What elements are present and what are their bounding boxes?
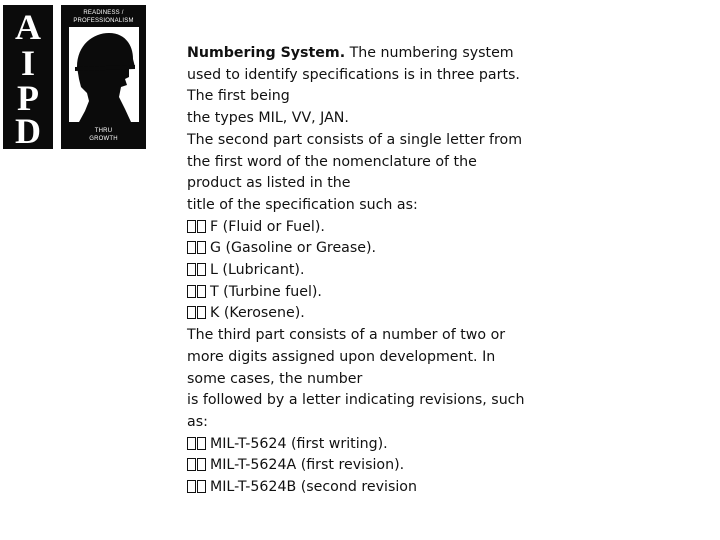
logo-badge	[61, 5, 146, 149]
text-line: used to identify specifications is in three parts.	[187, 66, 520, 83]
spec-code: MIL-T-5624B	[210, 479, 297, 496]
badge-bottom-line-2: GROWTH	[89, 136, 118, 142]
list-item	[187, 282, 547, 304]
badge-bottom-text	[61, 127, 146, 143]
intro-text: The numbering system	[345, 45, 514, 61]
list-item	[187, 303, 547, 325]
missing-glyph-icon	[187, 284, 207, 300]
spec-note: (first revision).	[296, 457, 405, 474]
list-item-letter: F	[210, 218, 219, 235]
spec-code: MIL-T-5624	[210, 435, 287, 452]
list-item-text: (Gasoline or Grease).	[221, 240, 377, 257]
missing-glyph-icon	[187, 219, 207, 235]
badge-top-text: READINESS / PROFESSIONALISM	[73, 10, 134, 24]
text-line: is followed by a letter indicating revisions, such	[187, 392, 525, 409]
list-item-letter: K	[210, 305, 220, 322]
list-item-letter: L	[210, 262, 218, 279]
missing-glyph-icon	[187, 479, 207, 495]
list-item-text: (Turbine fuel).	[218, 283, 322, 300]
logo-letter-i: I	[20, 43, 35, 83]
list-item-text: (Fluid or Fuel).	[218, 218, 325, 235]
logo-letter-a: A	[15, 7, 41, 47]
example-item	[187, 455, 547, 477]
example-item	[187, 434, 547, 456]
spec-note: (second revision	[296, 479, 417, 496]
list-item	[187, 260, 547, 282]
list-item	[187, 238, 547, 260]
list-item-letter: T	[210, 283, 219, 300]
list-item-letter: G	[210, 240, 221, 257]
missing-glyph-icon	[187, 240, 207, 256]
text-line: The first being	[187, 88, 290, 105]
document-body	[187, 43, 547, 499]
example-item	[187, 477, 547, 499]
text-line: title of the specification such as:	[187, 196, 418, 213]
list-item-text: (Kerosene).	[219, 305, 305, 322]
missing-glyph-icon	[187, 305, 207, 321]
text-line: more digits assigned upon development. In	[187, 348, 496, 365]
text-line: The third part consists of a number of two or	[187, 327, 506, 344]
missing-glyph-icon	[187, 457, 207, 473]
list-item	[187, 217, 547, 239]
text-line: some cases, the number	[187, 370, 363, 387]
intro-line	[187, 43, 547, 65]
section-heading: Numbering System.	[187, 45, 346, 61]
text-line: the types MIL, VV, JAN.	[187, 110, 349, 127]
text-line: product as listed in the	[187, 175, 351, 192]
text-line: the first word of the nomenclature of the	[187, 153, 477, 170]
missing-glyph-icon	[187, 436, 207, 452]
logo-letter-d: D	[15, 111, 41, 151]
text-line: as:	[187, 413, 208, 430]
soldier-silhouette-icon	[69, 27, 139, 122]
aipd-logo	[3, 5, 146, 149]
missing-glyph-icon	[187, 262, 207, 278]
logo-letter-p: P	[17, 78, 39, 118]
spec-code: MIL-T-5624A	[210, 457, 297, 474]
text-line: The second part consists of a single letter from	[187, 131, 523, 148]
spec-note: (first writing).	[286, 435, 388, 452]
badge-bottom-line-1: THRU	[94, 128, 113, 134]
logo-letters	[3, 5, 53, 149]
list-item-text: (Lubricant).	[217, 262, 305, 279]
